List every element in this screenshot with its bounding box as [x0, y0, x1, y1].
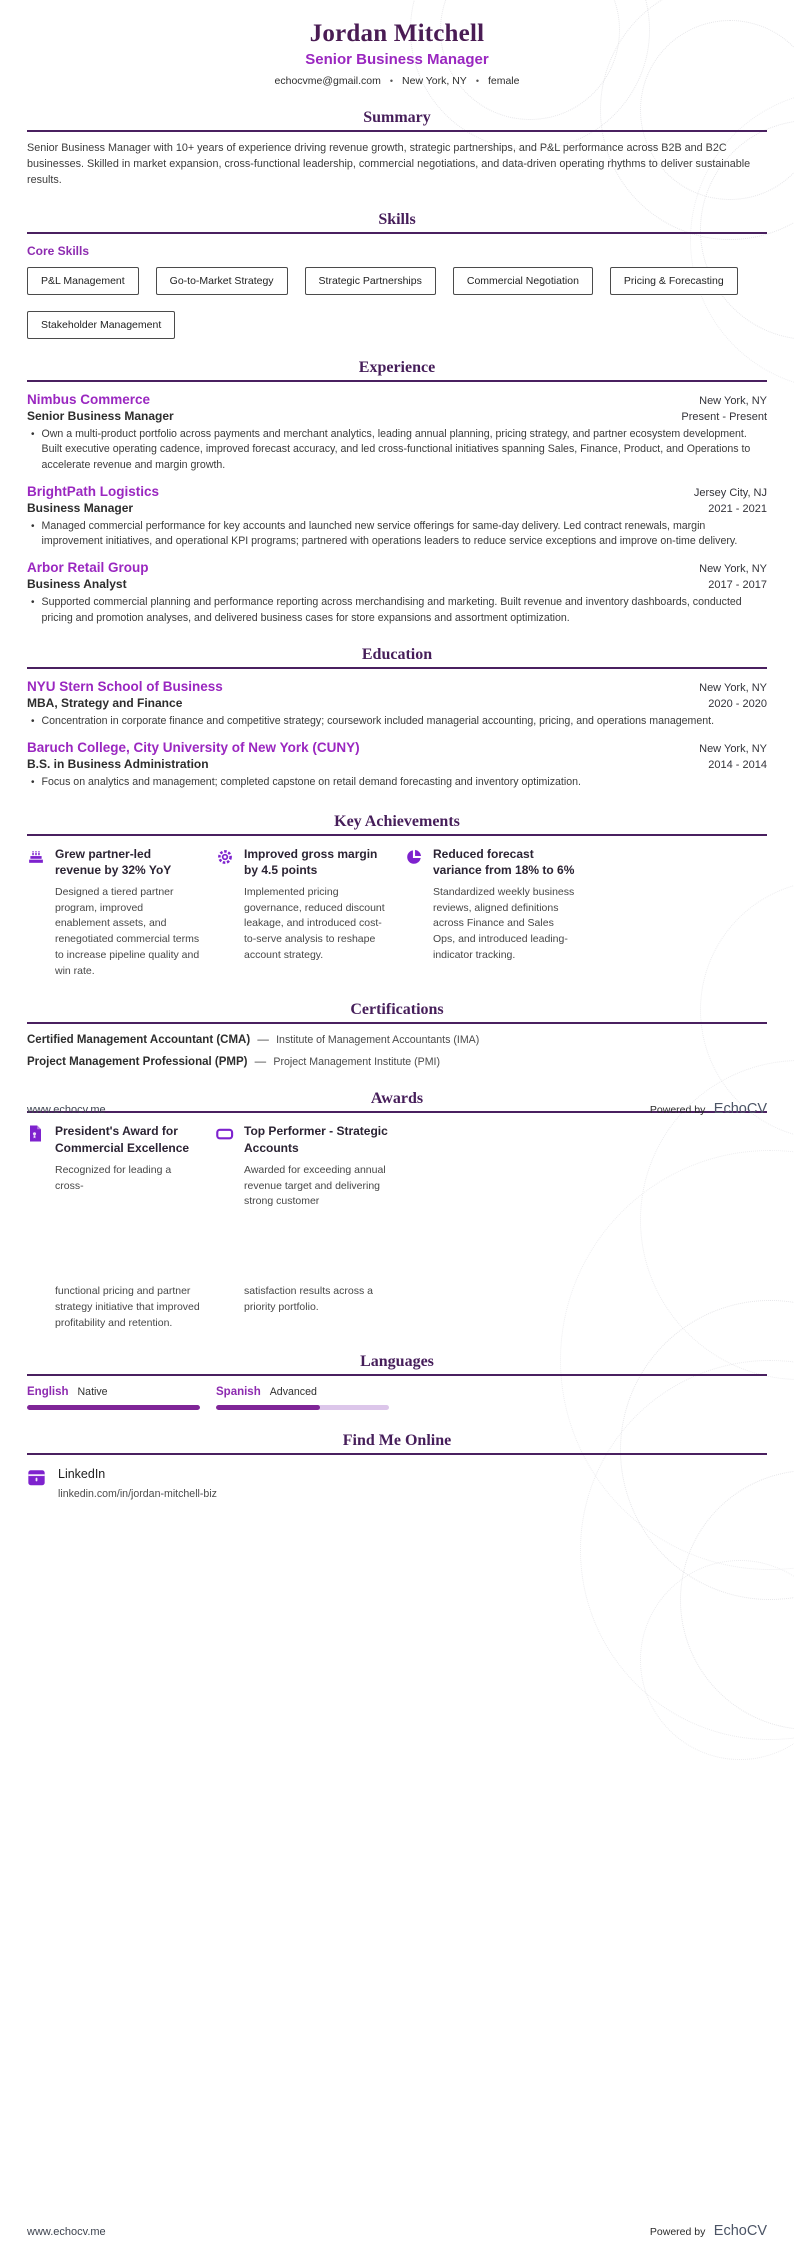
award-item [216, 1123, 389, 1210]
language-name: Spanish [216, 1386, 261, 1399]
school-location: New York, NY [699, 742, 767, 755]
education-bullet: Concentration in corporate finance and competitive strategy; coursework included managerial accounting, pricing, and operations management. [41, 715, 715, 728]
footer-powered-by: Powered by [649, 2226, 706, 2238]
section-title-experience: Experience [358, 358, 436, 376]
position-title: Senior Business Manager [27, 408, 174, 423]
section-education-header [27, 646, 767, 669]
resume-header [27, 0, 767, 87]
achievement-title: Improved gross margin by 4.5 points [244, 846, 378, 877]
company-name: Arbor Retail Group [27, 559, 149, 575]
section-title-profiles: Find Me Online [342, 1431, 452, 1449]
certification-name: Certified Management Accountant (CMA) [27, 1034, 251, 1047]
skill-chip: Commercial Negotiation [453, 267, 593, 295]
achievement-title: Grew partner-led revenue by 32% YoY [55, 846, 172, 877]
degree-dates: 2014 - 2014 [708, 758, 767, 771]
certification-item [27, 1034, 767, 1046]
skill-chip: P&L Management [27, 267, 139, 295]
skill-chip: Stakeholder Management [27, 311, 175, 339]
experience-bullet: Supported commercial planning and performance reporting across merchandising and marketing. Built revenue and inventory dashboards, conducted pricing and promotion analyses, and delivered business cases for store expansions and assortment optimization. [41, 595, 742, 624]
certification-issuer: Institute of Management Accountants (IMA) [276, 1034, 480, 1047]
school-name: Baruch College, City University of New York (CUNY) [27, 739, 360, 755]
language-item [216, 1386, 389, 1410]
position-title: Business Manager [27, 500, 134, 515]
achievement-item [27, 846, 200, 980]
section-title-summary: Summary [363, 109, 431, 126]
bullet-marker: • [31, 716, 35, 728]
section-title-languages: Languages [360, 1353, 434, 1371]
skills-chip-list [27, 267, 767, 339]
bullet-marker: • [31, 520, 35, 532]
skills-group-label: Core Skills [27, 243, 90, 258]
company-name: Nimbus Commerce [27, 391, 151, 407]
gear-icon [216, 846, 234, 980]
bullet-marker: • [31, 596, 35, 608]
company-name: BrightPath Logistics [27, 483, 160, 499]
award-item [27, 1123, 200, 1210]
certification-separator: — [257, 1034, 269, 1047]
languages-grid [27, 1386, 767, 1410]
position-dates: 2017 - 2017 [708, 578, 767, 591]
profile-url[interactable]: linkedin.com/in/jordan-mitchell-biz [58, 1487, 217, 1500]
degree-dates: 2020 - 2020 [708, 698, 767, 711]
award-body: Recognized for leading a cross- [55, 1163, 172, 1192]
award-title: Top Performer - Strategic Accounts [244, 1124, 388, 1155]
summary-text: Senior Business Manager with 10+ years of experience driving revenue growth, strategic partnerships, and P&L performance across B2B and B2C businesses. Skilled in market expansion, cross-functional leadership, commercial negotiations, and data-driven operating rhythms to deliver sustainable results. [27, 142, 751, 187]
footer-brand-link[interactable]: EchoCV [713, 2223, 767, 2239]
section-achievements-header [27, 813, 767, 836]
position-title: Business Analyst [27, 576, 127, 591]
section-experience-header [27, 359, 767, 382]
contact-row [27, 75, 767, 87]
achievement-body: Designed a tiered partner program, improved enablement assets, and renegotiated commercial terms to increase pipeline quality and win rate. [55, 885, 200, 977]
skill-chip: Pricing & Forecasting [610, 267, 738, 295]
school-name: NYU Stern School of Business [27, 679, 223, 695]
section-profiles-header [27, 1432, 767, 1455]
contact-gender: female [487, 75, 520, 87]
awards-grid [27, 1123, 767, 1210]
language-level: Advanced [269, 1386, 317, 1399]
section-title-skills: Skills [378, 210, 416, 228]
profile-item-linkedin[interactable] [27, 1467, 767, 1500]
company-location: New York, NY [699, 562, 767, 575]
dot-separator: • [475, 76, 479, 86]
bullet-marker: • [31, 428, 35, 440]
experience-entry [27, 560, 767, 626]
achievement-body: Implemented pricing governance, reduced discount leakage, and introduced cost-to-serve analysis to reshape account strategy. [244, 885, 385, 961]
footer-powered-by: Powered by [649, 1104, 706, 1116]
experience-bullet: Managed commercial performance for key accounts and launched new service offerings for same-day delivery. Led contract renewals, margin improvement initiatives, and operational KPI programs; partnered with operations leaders to reduce service exceptions and improve on-time delivery. [41, 519, 738, 548]
page2-footer [27, 2222, 767, 2240]
experience-entry [27, 484, 767, 550]
company-location: Jersey City, NJ [693, 486, 767, 499]
company-location: New York, NY [699, 394, 767, 407]
section-title-certifications: Certifications [350, 1001, 444, 1019]
person-job-title: Senior Business Manager [305, 51, 489, 68]
section-title-awards: Awards [370, 1090, 424, 1108]
page1-footer [27, 1100, 767, 1118]
language-proficiency-bar [216, 1405, 389, 1410]
certification-item [27, 1056, 767, 1068]
education-entry [27, 679, 767, 730]
degree-title: MBA, Strategy and Finance [27, 696, 183, 711]
school-location: New York, NY [699, 682, 767, 695]
section-skills-header [27, 211, 767, 234]
section-title-education: Education [361, 646, 433, 664]
achievement-item [405, 846, 578, 980]
certification-issuer: Project Management Institute (PMI) [273, 1056, 440, 1069]
language-item [27, 1386, 200, 1410]
dot-separator: • [389, 76, 394, 86]
footer-brand-link[interactable]: EchoCV [713, 1101, 767, 1117]
section-certifications-header [27, 1001, 767, 1024]
language-proficiency-fill [216, 1405, 320, 1410]
linkedin-icon [27, 1467, 46, 1500]
footer-site-link[interactable]: www.echocv.me [27, 2226, 106, 2238]
section-languages-header [27, 1353, 767, 1376]
card-icon [216, 1123, 234, 1210]
contact-email: echocvme@gmail.com [274, 75, 381, 87]
language-name: English [27, 1386, 69, 1399]
achievement-title: Reduced forecast variance from 18% to 6% [433, 846, 575, 877]
person-name: Jordan Mitchell [309, 20, 485, 47]
language-level: Native [77, 1386, 108, 1399]
footer-site-link[interactable]: www.echocv.me [27, 1104, 106, 1116]
cake-icon [27, 846, 45, 980]
education-entry [27, 740, 767, 791]
skill-chip: Go-to-Market Strategy [156, 267, 288, 295]
contact-location: New York, NY [402, 75, 467, 87]
award-body: Awarded for exceeding annual revenue target and delivering strong customer [244, 1163, 386, 1208]
achievement-body: Standardized weekly business reviews, aligned definitions across Finance and Sales Ops, and introduced leading-indicator tracking. [433, 885, 575, 961]
language-proficiency-bar [27, 1405, 200, 1410]
certification-name: Project Management Professional (PMP) [27, 1056, 248, 1069]
education-bullet: Focus on analytics and management; completed capstone on retail demand forecasting and inventory optimization. [41, 775, 581, 788]
page-break [27, 1210, 767, 1274]
awards-continuation-grid [27, 1284, 767, 1331]
achievements-grid [27, 846, 767, 980]
skill-chip: Strategic Partnerships [305, 267, 436, 295]
profile-network-name: LinkedIn [58, 1466, 106, 1481]
certification-separator: — [254, 1056, 267, 1069]
achievement-item [216, 846, 389, 980]
section-title-achievements: Key Achievements [334, 812, 460, 830]
section-summary-header [27, 109, 767, 132]
experience-entry [27, 392, 767, 474]
document-icon [27, 1123, 45, 1210]
degree-title: B.S. in Business Administration [27, 756, 209, 771]
pie-chart-icon [405, 846, 423, 980]
position-dates: 2021 - 2021 [708, 502, 767, 515]
position-dates: Present - Present [681, 410, 767, 423]
language-proficiency-fill [27, 1405, 200, 1410]
award-title: President's Award for Commercial Excellence [55, 1124, 190, 1155]
award-body-continued: functional pricing and partner strategy initiative that improved profitability and retention. [55, 1285, 200, 1329]
experience-bullet: Own a multi-product portfolio across payments and merchant analytics, leading annual planning, pricing strategy, and partner ecosystem development. Built executive operating cadence, improved forecast accuracy, and led cross-functional initiatives spanning Sales, Finance, Product, and Operations to accelerate revenue and margin growth. [41, 427, 751, 471]
award-body-continued: satisfaction results across a priority portfolio. [244, 1285, 373, 1313]
bullet-marker: • [31, 776, 35, 788]
